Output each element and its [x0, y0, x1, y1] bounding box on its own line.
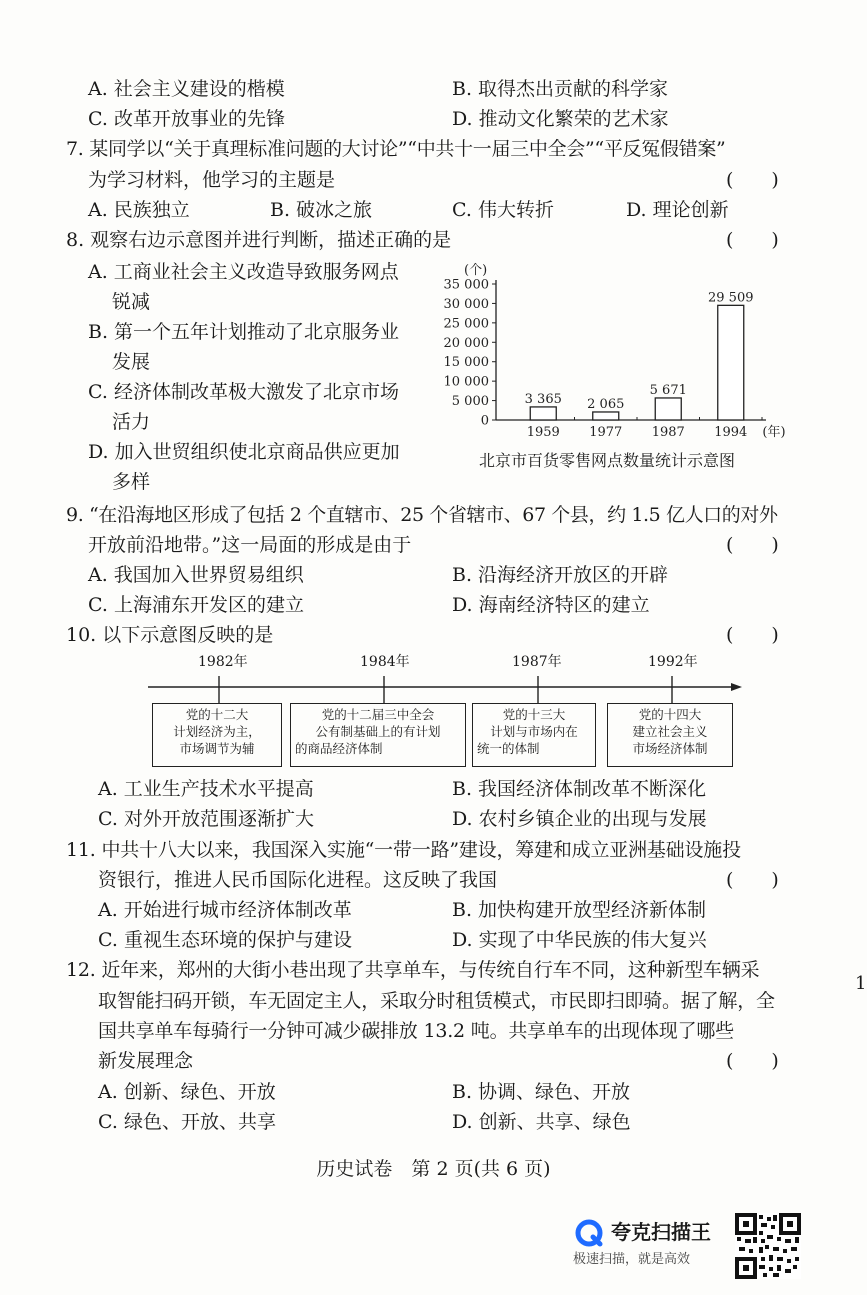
chart-y-tick-label: 10 000 [443, 374, 489, 390]
q9-option-b: B. 沿海经济开放区的开辟 [452, 564, 669, 586]
chart-x-tick-label: 1977 [589, 425, 623, 440]
timeline-year-1992: 1992年 [648, 654, 698, 670]
q10-option-b: B. 我国经济体制改革不断深化 [452, 778, 707, 800]
q8-option-a-line1: A. 工商业社会主义改造导致服务网点 [88, 261, 399, 283]
q12-option-c: C. 绿色、开放、共享 [98, 1111, 276, 1133]
scanner-brand-name: 夸克扫描王 [611, 1220, 711, 1244]
scanner-watermark [573, 1215, 733, 1275]
qr-code-icon [735, 1213, 801, 1279]
timeline-box-1984-line1: 党的十二届三中全会 [321, 707, 435, 722]
q12-stem-line4: 新发展理念 [98, 1050, 194, 1072]
q10-stem: 10. 以下示意图反映的是 [66, 624, 274, 646]
q9-option-a: A. 我国加入世界贸易组织 [88, 564, 304, 586]
q7-stem-line1: 7. 某同学以“关于真理标准问题的大讨论”“中共十一届三中全会”“平反冤假错案” [66, 138, 726, 160]
timeline-box-1982 [152, 703, 282, 767]
q10-option-a: A. 工业生产技术水平提高 [98, 778, 314, 800]
chart-bar [655, 398, 681, 420]
chart-bar-value-label: 2 065 [587, 396, 625, 412]
q10-option-d: D. 农村乡镇企业的出现与发展 [452, 808, 707, 830]
chart-y-tick-label: 15 000 [443, 355, 489, 371]
q12-stem-line2: 取智能扫码开锁，车无固定主人，采取分时租赁模式，市民即扫即骑。据了解，全 [98, 990, 775, 1012]
retail-outlets-chart [440, 258, 800, 473]
q10-answer-paren: ( ) [726, 624, 779, 646]
timeline-year-1982: 1982年 [198, 654, 248, 670]
q9-answer-paren: ( ) [726, 534, 779, 556]
q8-option-a-line2: 锐减 [112, 291, 151, 313]
q11-stem-line2: 资银行，推进人民币国际化进程。这反映了我国 [98, 869, 498, 891]
q7-option-c: C. 伟大转折 [452, 199, 554, 221]
q6-option-a: A. 社会主义建设的楷模 [88, 78, 285, 100]
timeline-box-1984 [290, 703, 466, 767]
q6-option-b: B. 取得杰出贡献的科学家 [452, 78, 669, 100]
chart-x-tick-label: 1959 [526, 425, 560, 440]
q12-option-b: B. 协调、绿色、开放 [452, 1081, 631, 1103]
q11-answer-paren: ( ) [726, 869, 779, 891]
timeline-box-1992-line2: 建立社会主义 [632, 724, 708, 739]
q8-option-d-line2: 多样 [112, 471, 151, 493]
q12-stem-line3: 国共享单车每骑行一分钟可减少碳排放 13.2 吨。共享单车的出现体现了哪些 [98, 1020, 734, 1042]
chart-title: 北京市百货零售网点数量统计示意图 [479, 451, 736, 470]
chart-bar [530, 407, 556, 420]
q9-stem-line1: 9. “在沿海地区形成了包括 2 个直辖市、25 个省辖市、67 个县，约 1.5 亿人口的对外 [66, 504, 778, 526]
timeline-box-1982-line3: 市场调节为辅 [179, 741, 255, 756]
timeline-arrow-head [731, 683, 742, 691]
q6-option-c: C. 改革开放事业的先锋 [88, 108, 285, 130]
q12-stem-line1: 12. 近年来，郑州的大街小巷出现了共享单车，与传统自行车不同，这种新型车辆采 [66, 959, 760, 981]
page-edge-mark: 1 [855, 973, 867, 994]
timeline-box-1987-line3: 统一的体制 [477, 741, 540, 756]
chart-bar-value-label: 5 671 [649, 382, 687, 398]
chart-y-tick-label: 0 [480, 413, 489, 429]
q8-stem: 8. 观察右边示意图并进行判断，描述正确的是 [66, 229, 452, 251]
timeline-box-1992 [607, 703, 733, 767]
chart-y-tick-label: 5 000 [451, 394, 489, 410]
timeline-box-1987 [472, 703, 596, 767]
chart-y-unit-label: (个) [464, 263, 488, 278]
timeline-box-1992-line3: 市场经济体制 [632, 741, 708, 756]
page-footer: 历史试卷 第 2 页(共 6 页) [316, 1158, 551, 1180]
chart-bar-value-label: 3 365 [524, 391, 562, 407]
q7-option-d: D. 理论创新 [626, 199, 729, 221]
timeline-year-1984: 1984年 [360, 654, 410, 670]
scanner-logo-icon [575, 1219, 603, 1247]
q8-option-c-line2: 活力 [112, 411, 151, 433]
q9-option-c: C. 上海浦东开发区的建立 [88, 594, 304, 616]
q11-stem-line1: 11. 中共十八大以来，我国深入实施“一带一路”建设，筹建和成立亚洲基础设施投 [66, 839, 741, 861]
q12-answer-paren: ( ) [726, 1050, 779, 1072]
q9-option-d: D. 海南经济特区的建立 [452, 594, 650, 616]
chart-y-tick-label: 30 000 [443, 296, 489, 312]
chart-y-tick-label: 25 000 [443, 316, 489, 332]
chart-y-tick-label: 35 000 [443, 277, 489, 293]
timeline-box-1984-line2: 公有制基础上的有计划 [315, 724, 441, 739]
timeline-box-1992-line1: 党的十四大 [638, 707, 702, 722]
q11-option-b: B. 加快构建开放型经济新体制 [452, 899, 707, 921]
chart-y-tick-label: 20 000 [443, 335, 489, 351]
chart-bar-value-label: 29 509 [708, 290, 754, 306]
q8-option-d-line1: D. 加入世贸组织使北京商品供应更加 [88, 441, 400, 463]
q12-option-d: D. 创新、共享、绿色 [452, 1111, 631, 1133]
chart-svg [440, 258, 800, 448]
q10-option-c: C. 对外开放范围逐渐扩大 [98, 808, 314, 830]
scanner-brand-slogan: 极速扫描，就是高效 [573, 1252, 691, 1267]
timeline-box-1982-line1: 党的十二大 [185, 707, 249, 722]
chart-bar [593, 412, 619, 420]
q11-option-c: C. 重视生态环境的保护与建设 [98, 929, 352, 951]
q8-answer-paren: ( ) [726, 229, 779, 251]
q8-option-b-line1: B. 第一个五年计划推动了北京服务业 [88, 321, 400, 343]
chart-x-tick-label: 1994 [714, 425, 748, 440]
q7-option-a: A. 民族独立 [88, 199, 190, 221]
chart-x-unit-label: (年) [762, 425, 786, 440]
q7-stem-line2: 为学习材料，他学习的主题是 [88, 169, 336, 191]
timeline-box-1987-line1: 党的十三大 [502, 707, 566, 722]
q8-option-b-line2: 发展 [112, 351, 151, 373]
q9-stem-line2: 开放前沿地带。”这一局面的形成是由于 [88, 534, 412, 556]
timeline-box-1984-line3: 的商品经济体制 [295, 741, 383, 756]
q11-option-a: A. 开始进行城市经济体制改革 [98, 899, 352, 921]
q8-option-c-line1: C. 经济体制改革极大激发了北京市场 [88, 381, 399, 403]
q11-option-d: D. 实现了中华民族的伟大复兴 [452, 929, 707, 951]
timeline-box-1987-line2: 计划与市场内在 [490, 724, 578, 739]
chart-bar [718, 305, 744, 420]
chart-x-tick-label: 1987 [651, 425, 685, 440]
q7-option-b: B. 破冰之旅 [270, 199, 373, 221]
timeline-year-1987: 1987年 [512, 654, 562, 670]
timeline-box-1982-line2: 计划经济为主， [173, 724, 261, 739]
q7-answer-paren: ( ) [726, 169, 779, 191]
q12-option-a: A. 创新、绿色、开放 [98, 1081, 276, 1103]
q6-option-d: D. 推动文化繁荣的艺术家 [452, 108, 669, 130]
